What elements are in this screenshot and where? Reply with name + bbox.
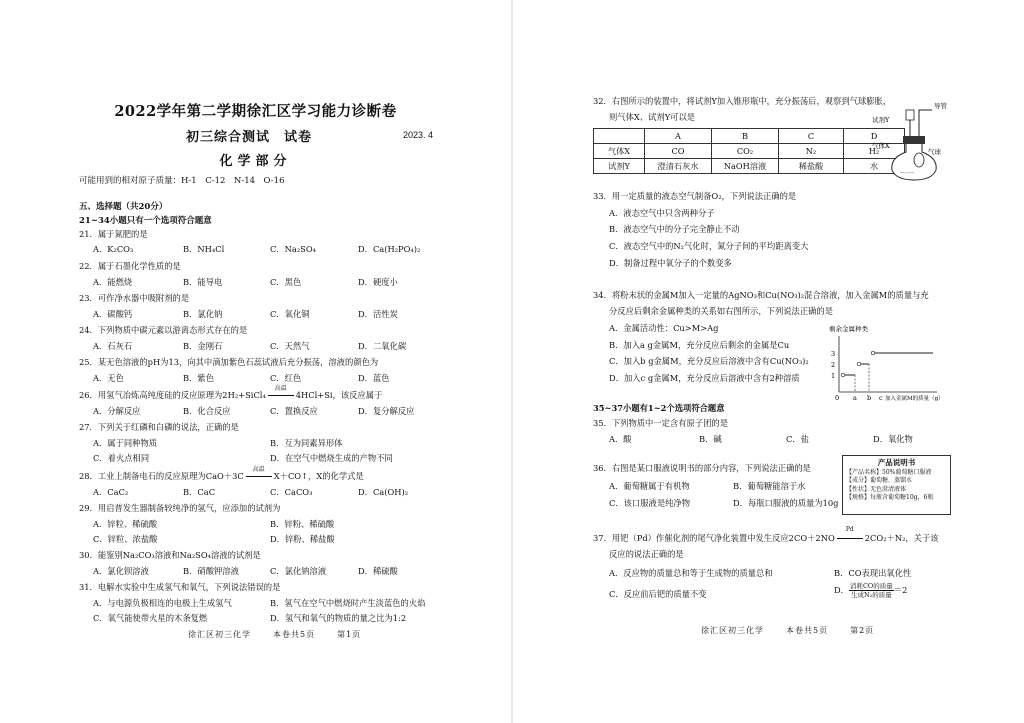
option-a: A．氯化钡溶液: [93, 566, 149, 576]
question-37-line2: 反应的说法正确的是: [609, 549, 684, 559]
y-tick: 3: [831, 350, 836, 358]
product-instructions-box: [842, 455, 951, 515]
x-tick: b: [867, 394, 872, 402]
option-b: B．氢气在空气中燃烧时产生淡蓝色的火焰: [270, 598, 426, 608]
x-tick: 0: [835, 394, 840, 402]
option-c: C．加入b g金属M，充分反应后溶液中含有Cu(NO₃)₂: [609, 356, 809, 366]
question-37: [593, 526, 939, 544]
option-a: A．属于同种物质: [93, 438, 158, 448]
stopper: [903, 136, 925, 144]
question-26: [79, 385, 383, 401]
table-cell: 澄清石灰水: [645, 159, 712, 174]
option-a: A．无色: [93, 373, 124, 383]
option-a: A．金属活动性：Cu>M>Ag: [609, 323, 719, 333]
option-a: A．葡萄糖属于有机物: [609, 481, 690, 491]
question-21: 21．属于氮肥的是: [79, 229, 148, 239]
exam-date: 2023. 4: [403, 130, 434, 140]
option-c: C．CaCO₃: [270, 487, 313, 497]
question-30: 30．能鉴别Na₂CO₃溶液和Na₂SO₄溶液的试剂是: [79, 550, 261, 560]
mass-ratio-fraction: [849, 582, 894, 599]
table-cell: A: [645, 129, 712, 144]
question-25: 25．某无色溶液的pH为13，向其中滴加紫色石蕊试液后充分振荡，溶液的颜色为: [79, 357, 379, 367]
option-c: C．盐: [786, 434, 809, 444]
question-27: 27．下列关于红磷和白磷的说法，正确的是: [79, 422, 239, 432]
option-b: B．硝酸钾溶液: [183, 566, 239, 576]
y-tick: 2: [831, 361, 836, 369]
metal-graph: [825, 322, 947, 404]
option-c: C．锌粒、浓盐酸: [93, 534, 158, 544]
balloon: [914, 153, 924, 167]
question-34: 34．将粉末状的金属M加入一定量的AgNO₃和Cu(NO₃)₂混合溶液，加入金属M的质量与充: [593, 290, 929, 300]
table-cell: 稀盐酸: [779, 159, 844, 174]
option-b: B．加入a g金属M，充分反应后剩余的金属是Cu: [609, 340, 790, 350]
option-c: C．着火点相同: [93, 453, 150, 463]
option-b: B．NH₄Cl: [183, 244, 225, 254]
section-title: 化学部分: [219, 154, 292, 169]
glass-tubes: [910, 118, 919, 138]
footer-page-number: 第1页: [337, 630, 362, 639]
option-d: D．蓝色: [358, 373, 390, 383]
footer-school: 徐汇区初三化学: [188, 630, 251, 639]
option-b: B．能导电: [183, 277, 223, 287]
dropper-bulb: [906, 110, 914, 120]
table-cell: N₂: [779, 144, 844, 159]
option-b: B．葡萄糖能溶于水: [733, 481, 806, 491]
option-a: A．液态空气中只含两种分子: [609, 208, 715, 218]
option-c: C．黑色: [270, 277, 302, 287]
option-b: B．碱: [699, 434, 722, 444]
data-point: [871, 351, 875, 355]
option-c: C．反应前后钯的质量不变: [609, 589, 707, 599]
reaction-condition: 高温: [274, 385, 287, 392]
exam-subtitle: 初三综合测试 试卷: [186, 130, 313, 145]
table-row-reagent: [594, 159, 905, 174]
footer-total-pages: 本卷共5页: [273, 630, 316, 639]
fraction-numerator: 消耗CO的质量: [849, 582, 893, 590]
table-header-row: [594, 129, 905, 144]
option-d: D．二氧化碳: [358, 341, 407, 351]
reaction-arrow: [266, 385, 296, 400]
option-d: D．硬度小: [358, 277, 398, 287]
x-tick: c: [879, 394, 883, 402]
question-32: 32．右图所示的装置中，将试剂Y加入锥形瓶中，充分振荡后，观察到气球膨胀，: [593, 96, 892, 106]
question-26-stem-start: 26．用氢气冶炼高纯度硅的反应原理为2H₂+SiCl₄: [79, 390, 266, 400]
question-22: 22．属于石墨化学性质的是: [79, 261, 181, 271]
option-a: A．分解反应: [93, 406, 141, 416]
option-c: C．氧化铜: [270, 309, 310, 319]
question-31: 31．电解水实验中生成氢气和氧气，下列说法错误的是: [79, 582, 281, 592]
graph-xlabel: 加入金属M的质量（g）: [885, 396, 944, 402]
question-35: 35．下列物质中一定含有原子团的是: [593, 418, 729, 428]
option-a: A．K₂CO₃: [93, 244, 134, 254]
y-tick: 1: [831, 372, 836, 380]
option-c: C．氯化钠溶液: [270, 566, 327, 576]
table-cell: D: [844, 129, 905, 144]
option-c: C．该口服液是纯净物: [609, 498, 691, 508]
table-cell: [594, 129, 645, 144]
sub-instruction: 21~34小题只有一个选项符合题意: [79, 216, 212, 226]
reaction-condition: Pd: [845, 526, 854, 533]
option-c: C．置换反应: [270, 406, 318, 416]
data-point: [857, 362, 861, 366]
outlet-tube: [919, 110, 932, 118]
instructions-title: 产品说明书: [877, 458, 916, 467]
option-a: A．能燃烧: [93, 277, 133, 287]
question-34-line2: 分反应后剩余金属种类的关系如右图所示，下列说法正确的是: [609, 306, 834, 316]
footer-school: 徐汇区初三化学: [701, 626, 764, 635]
option-d: D．稀硫酸: [358, 566, 398, 576]
gas-label: 气体X: [872, 142, 890, 150]
option-a: A．反应物的质量总和等于生成物的质量总和: [609, 568, 773, 578]
option-d-value: ＝2: [893, 585, 908, 595]
option-b: B．锌粉、稀硫酸: [270, 519, 335, 529]
question-37-stem-start: 37．用钯（Pd）作催化剂的尾气净化装置中发生反应2CO＋2NO: [593, 533, 835, 543]
option-a: A．CaC₂: [93, 487, 129, 497]
atomic-masses: 可能用到的相对原子质量：H-1 C-12 N-14 O-16: [79, 176, 285, 186]
option-a: A．锌粒、稀硫酸: [93, 519, 158, 529]
option-d: D．Ca(OH)₂: [358, 487, 409, 497]
option-d-label: D．: [834, 585, 849, 595]
option-b: B．液态空气中的分子完全静止不动: [609, 224, 740, 234]
option-b: B．紫色: [183, 373, 214, 383]
exam-title: 2022学年第二学期徐汇区学习能力诊断卷: [114, 103, 397, 120]
page-footer-2: [701, 625, 896, 636]
table-cell: 气体X: [594, 144, 645, 159]
option-d: D．氧化物: [873, 434, 913, 444]
question-28: [79, 466, 364, 482]
table-row-gas: [594, 144, 905, 159]
flask-apparatus-figure: [870, 100, 950, 182]
question-32-line2: 则气体X、试剂Y可以是: [609, 112, 696, 122]
page-footer: [188, 629, 383, 640]
option-d: D．活性炭: [358, 309, 398, 319]
option-a: A．碳酸钙: [93, 309, 133, 319]
balloon-label: 气球: [928, 148, 941, 156]
question-37-stem-end: 2CO₂＋N₂，关于该: [864, 533, 939, 543]
instructions-line: 【成分】葡萄糖、蒸馏水: [846, 477, 913, 484]
fraction-denominator: 生成N₂的质量: [850, 591, 892, 599]
instructions-line: 【性状】无色澄清液体: [846, 485, 907, 493]
reaction-arrow: [835, 526, 865, 543]
option-c: C．红色: [270, 373, 302, 383]
reagent-label: 试剂Y: [872, 116, 890, 124]
option-a: A．与电源负极相连的电极上生成氢气: [93, 598, 232, 608]
table-cell: 水: [844, 159, 905, 174]
option-d: D．制备过程中氧分子的个数变多: [609, 258, 732, 268]
table-cell: 试剂Y: [594, 159, 645, 174]
option-b: B．金刚石: [183, 341, 223, 351]
table-cell: C: [779, 129, 844, 144]
x-tick: a: [853, 394, 857, 402]
instructions-line: 【产品名称】50%葡萄糖口服液: [846, 468, 932, 476]
option-d: D．加入c g金属M，充分反应后溶液中含有2种溶质: [609, 373, 800, 383]
question-32-table: [593, 128, 905, 174]
option-c: C．氧气能使带火星的木条复燃: [93, 613, 208, 623]
footer-page-number: 第2页: [850, 626, 875, 635]
question-36: 36．右图是某口服液说明书的部分内容，下列说法正确的是: [593, 463, 811, 473]
option-d: [834, 582, 907, 599]
option-b: B．化合反应: [183, 406, 231, 416]
option-d: D．锌粉、稀盐酸: [270, 534, 335, 544]
option-b: B．CO表现出氧化性: [834, 568, 912, 578]
section-heading: 五、选择题（共20分）: [79, 202, 168, 212]
option-c: C．液态空气中的N₂气化时，氮分子间的平均距离变大: [609, 241, 809, 251]
question-29: 29．用启普发生器制备较纯净的氢气，应添加的试剂为: [79, 503, 281, 513]
question-28-stem-end: X＋CO↑，X的化学式是: [273, 471, 364, 481]
exam-page-1: [0, 0, 511, 723]
question-23: 23．可作净水器中吸附剂的是: [79, 293, 190, 303]
instructions-line: 【规格】每瓶含葡萄糖10g，6瓶: [846, 494, 934, 501]
question-24: 24．下列物质中碳元素以游离态形式存在的是: [79, 325, 248, 335]
option-b: B．CaC: [183, 487, 216, 497]
question-33: 33．用一定质量的液态空气制备O₂，下列说法正确的是: [593, 191, 797, 201]
option-d: D．氢气和氧气的物质的量之比为1:2: [270, 613, 407, 623]
graph-ylabel: 剩余金属种类: [829, 325, 868, 333]
tube-label: 导管: [934, 102, 947, 110]
table-cell: H₂: [844, 144, 905, 159]
table-cell: NaOH溶液: [712, 159, 779, 174]
reaction-condition: 高温: [252, 466, 265, 473]
sub-instruction-2: 35~37小题有1~2个选项符合题意: [593, 403, 725, 413]
option-c: C．天然气: [270, 341, 310, 351]
footer-total-pages: 本卷共5页: [786, 626, 829, 635]
table-cell: B: [712, 129, 779, 144]
option-d: D．Ca(H₂PO₄)₂: [358, 244, 421, 254]
option-b: B．氯化钠: [183, 309, 223, 319]
option-a: A．石灰石: [93, 341, 133, 351]
question-26-stem-end: 4HCl+Si，该反应属于: [295, 390, 383, 400]
option-c: C．Na₂SO₄: [270, 244, 316, 254]
option-d: D．复分解反应: [358, 406, 415, 416]
option-b: B．互为同素异形体: [270, 438, 343, 448]
question-28-stem-start: 28．工业上制备电石的反应原理为CaO＋3C: [79, 471, 244, 481]
table-cell: CO₂: [712, 144, 779, 159]
option-a: A．酸: [609, 434, 632, 444]
option-d: D．每瓶口服液的质量为10g: [733, 498, 839, 508]
option-d: D．在空气中燃烧生成的产物不同: [270, 453, 393, 463]
reaction-arrow: [244, 466, 274, 481]
data-point: [841, 373, 845, 377]
table-cell: CO: [645, 144, 712, 159]
